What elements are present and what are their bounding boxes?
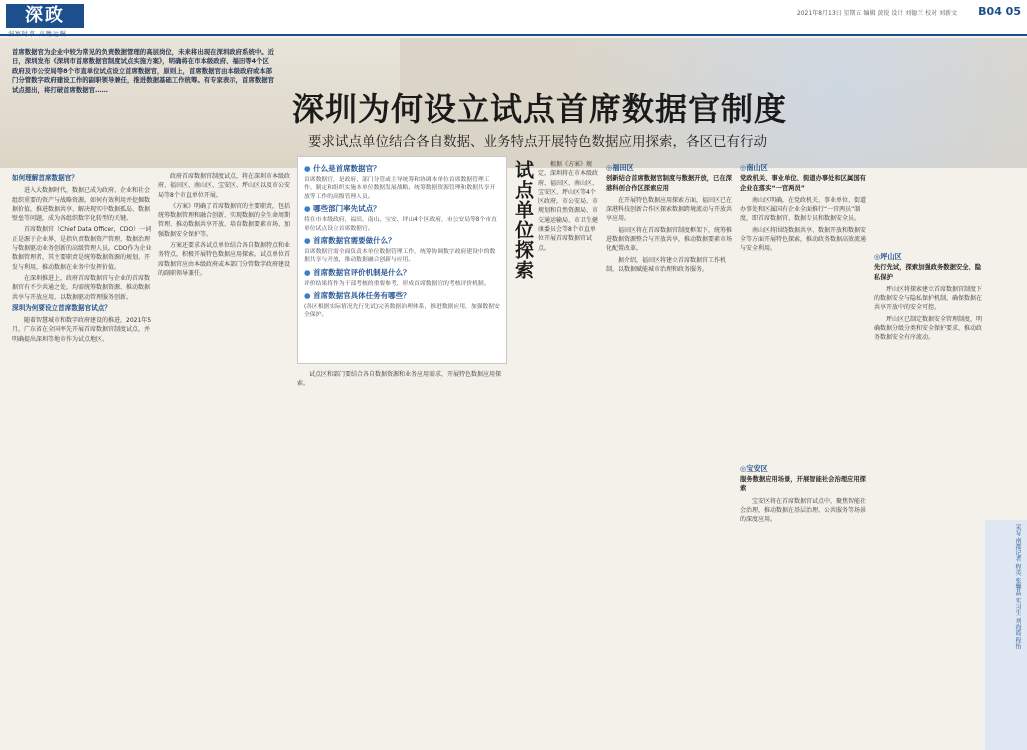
col3-paragraph: 试点区和部门要结合各自数据资源和业务应用需求，开展特色数据应用探索。 xyxy=(297,371,502,388)
col2-paragraph: 政府首席数据官制度试点，将在深圳市本级政府、福田区、南山区、宝安区、坪山区以及市公安局等8个市直单位开展。 xyxy=(158,173,291,199)
subheadline: 要求试点单位结合各自数据、业务特点开展特色数据应用探索，各区已有行动 xyxy=(308,134,767,150)
page-number: B04 05 xyxy=(978,5,1021,18)
district-name: ◎坪山区 xyxy=(874,252,902,261)
district-futian xyxy=(606,160,734,742)
page-meta: 2021年8月13日 星期五 编辑 黄锐 设计 刘德兰 校对 刘新文 xyxy=(796,10,957,17)
column-3 xyxy=(297,370,507,742)
column-1 xyxy=(12,172,152,742)
qa-answer: 首席数据官，是政府、部门分管或主导统筹和协调本单位首席数据管理工作、制定和组织实施本单位数据发展战略、统筹数据资源管理和数据共享开放等工作的高级管理人员。 xyxy=(304,176,496,200)
qa-question: ● 什么是首席数据官？ xyxy=(304,164,381,173)
district-paragraph: 在开展特色数据应用探索方面，福田区已在深港科技创新合作区探索数据跨境流动与开放共享应用。 xyxy=(606,196,733,223)
district-paragraph: 据介绍，福田区将建立首席数据官工作机制，以数据赋能城市治理和政务服务。 xyxy=(606,256,727,273)
lead-paragraph: 首席数据官为企业中较为常见的负责数据管理的高层岗位，未来将出现在深圳政府系统中。近日，深圳发布《深圳市首席数据官制度试点实施方案》，明确将在市本级政府、福田等4个区政府及市公安局等8个市直单位试点设立首席数据官，原则上，首席数据官由本级政府或本部门分管数字政府建设工作的副职领导兼任，推进数据基础工作统筹。有专家表示，首席数据官试点提出，将打破首席数据官…… xyxy=(12,48,275,94)
qa-question: ● 首席数据官具体任务有哪些？ xyxy=(304,291,411,301)
col1-title: 如何理解首席数据官？ xyxy=(12,174,78,182)
col4-paragraph: 根据《方案》规定，深圳将在市本级政府、福田区、南山区、宝安区、坪山区等4个区政府，市公安局、市规划和自然资源局、市交通运输局、市卫生健康委员会等8个市直单位开展首席数据官试点。 xyxy=(538,161,599,252)
district-subtitle: 服务数据应用场景，开展智能社会治理应用探索 xyxy=(740,475,866,493)
district-subtitle: 创新结合首席数据官制度与数据开放，已在深港科创合作区探索应用 xyxy=(606,175,732,192)
col2-paragraph: 方案还要求各试点单位结合各自数据特点和业务特点，积极开展特色数据应用探索。试点单位首席数据官应由本级政府或本部门分管数字政府建设的副职领导兼任。 xyxy=(158,242,291,277)
district-paragraph: 坪山区已制定数据安全管理制度，明确数据分级分类和安全保护要求，推动政务数据安全有序流动。 xyxy=(874,315,983,342)
col1-paragraph: 随着智慧城市和数字政府建设的推进，2021年5月，广东省在全国率先开展首席数据官制度试点，并明确提出深圳等地市作为试点地区。 xyxy=(12,317,152,343)
col1-paragraph: 在深圳推进上，政府首席数据官与企业的首席数据官有不少共通之处，均需统筹数据资源、推动数据共享与开放应用，以数据驱动管理服务创新。 xyxy=(12,274,151,301)
district-paragraph: 坪山区将探索建立首席数据官制度下的数据安全与隐私保护机制，确保数据在共享开放中的安全可控。 xyxy=(874,285,983,312)
page-header xyxy=(0,0,1027,36)
col1-paragraph: 进入大数据时代，数据已成为政府、企业和社会组织重要的资产与战略资源。如何有效利用并挖掘数据价值，推进数据共享、解决现实中数据孤岛、数据壁垒等问题，成为各组织数字化转型的关键。 xyxy=(12,187,151,223)
column-4 xyxy=(538,160,600,742)
district-subtitle: 党政机关、事业单位、街道办事处和区属国有企业在落实“一官两员” xyxy=(740,175,866,192)
column-2 xyxy=(158,172,292,742)
district-paragraph: 南山区明确，在党政机关、事业单位、街道办事处和区属国有企业全面推行“一官两员”制度，即首席数据官、数据专员和数据安全员。 xyxy=(740,196,867,223)
district-paragraph: 宝安区将在首席数据官试点中，聚焦智能社会治理，推动数据在基层治理、公共服务等场景的深度应用。 xyxy=(740,497,867,524)
qa-question: ● 哪些部门率先试点？ xyxy=(304,204,381,214)
col1-paragraph: 首席数据官（Chief Data Officer，CDO）一词正是源于企业界，是指负责数据资产管理、数据治理与数据驱动业务创新的高级管理人员。CDO作为企业数据管理者，其主要职责是统筹数据资源的规划、开发与利用，推动数据在业务中发挥价值。 xyxy=(12,226,152,271)
district-pingshan xyxy=(874,160,984,742)
district-name: ◎南山区 xyxy=(740,163,768,172)
section-badge: 深政 xyxy=(6,4,84,28)
district-nanshan-baoan xyxy=(740,160,868,742)
qa-answer: 将在市本级政府，福田、南山、宝安、坪山4个区政府，市公安局等8个市直单位试点设立首席数据官。 xyxy=(304,216,497,232)
district-name: ◎福田区 xyxy=(606,163,634,172)
district-name: ◎宝安区 xyxy=(740,463,768,473)
district-paragraph: 福田区将在首席数据官制度框架下，统筹推进数据资源整合与开放共享，推动数据要素市场化配置改革。 xyxy=(606,226,733,253)
district-subtitle: 先行先试，探索加强政务数据安全、隐私保护 xyxy=(874,264,982,281)
qa-answer: (各区根据实际情况先行先试)完善数据治理体系，推进数据应用，加强数据安全保护。 xyxy=(304,303,500,319)
byline-strip: 采写 南都记者 程英 张馨晶 实习生 刘海霞 程怡 xyxy=(985,520,1027,750)
qa-box xyxy=(297,156,507,364)
qa-answer: 评价结果将作为干部考核的重要参考，形成首席数据官的考核评价机制。 xyxy=(304,280,490,287)
section-subtitle: 洞察时事 高瞻远瞩 xyxy=(8,31,67,38)
qa-question: ● 首席数据官评价机制是什么？ xyxy=(304,267,411,277)
qa-answer: 首席数据官需全面负责本单位数据管理工作，统筹协调数字政府建设中的数据共享与开放，推动数据融合创新与应用。 xyxy=(304,248,496,264)
qa-question: ● 首席数据官需要做什么？ xyxy=(304,236,396,246)
headline: 深圳为何设立试点首席数据官制度 xyxy=(292,90,788,128)
col1-title2: 深圳为何要设立首席数据官试点？ xyxy=(12,303,111,312)
col2-paragraph: 《方案》明确了首席数据官的主要职责，包括统筹数据管理和融合创新、实现数据的全生命周期管理、推动数据共享开放、培育数据要素市场、加强数据安全保护等。 xyxy=(158,202,291,238)
vertical-section-title: 试点单位探索 xyxy=(512,160,534,280)
district-paragraph: 南山区将围绕数据共享、数据开放和数据安全等方面开展特色探索，推动政务数据高效流通与安全利用。 xyxy=(740,226,867,253)
